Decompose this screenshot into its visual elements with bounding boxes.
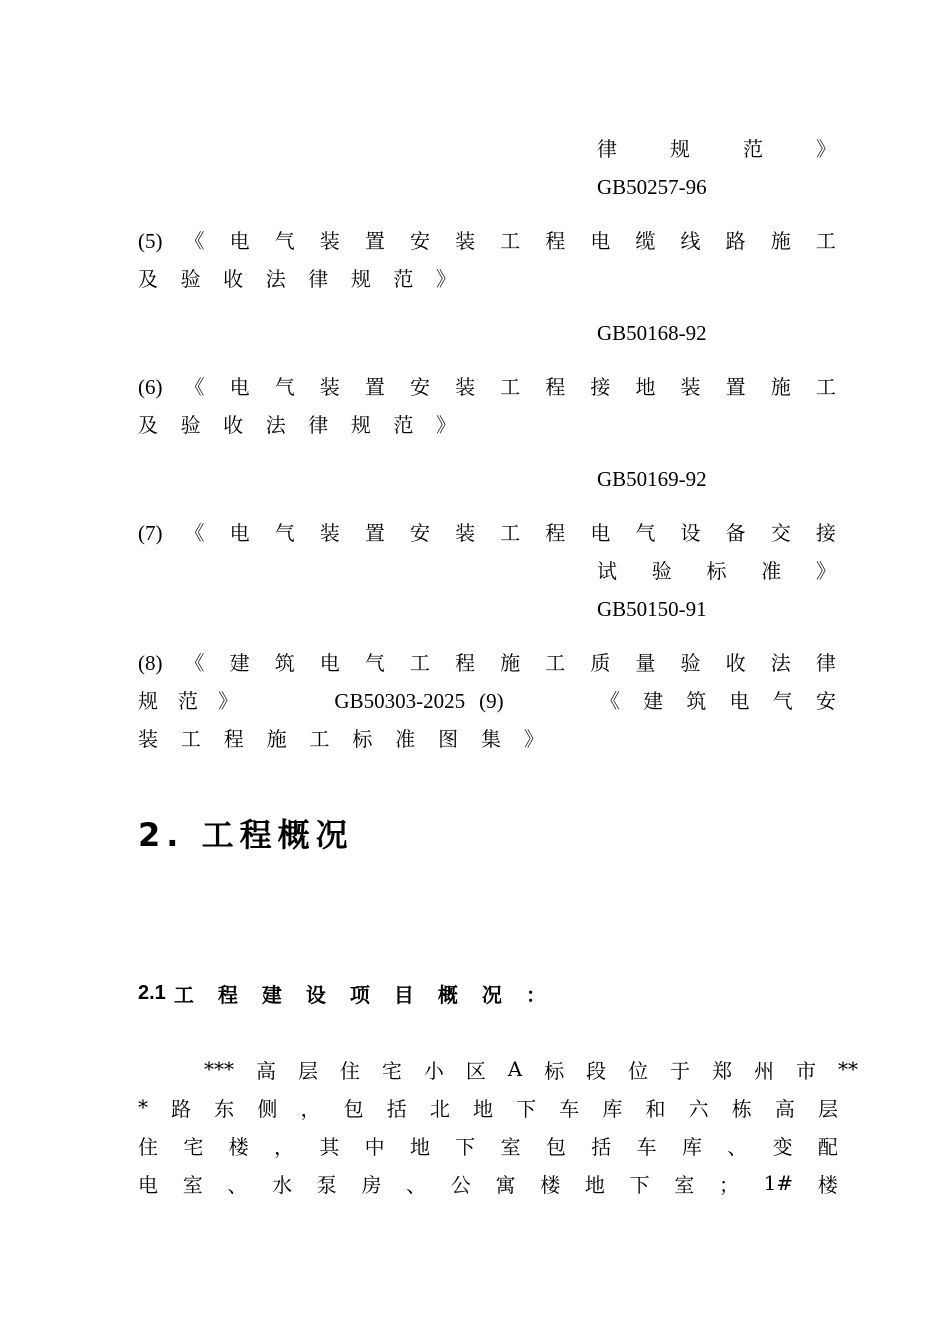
text-glyph: 路 [171, 1096, 192, 1121]
text-glyph: 标 [706, 559, 727, 583]
text-glyph: 收 [223, 267, 244, 291]
text-glyph: 》 [816, 559, 836, 583]
text-glyph: 和 [645, 1096, 666, 1121]
text-glyph: ** [837, 1057, 858, 1081]
text-glyph: 路 [725, 229, 746, 253]
text-glyph: 范 [393, 413, 414, 437]
text-glyph: 栋 [731, 1096, 752, 1121]
text-glyph: 建 [229, 651, 250, 675]
text-glyph: 量 [635, 651, 656, 675]
section-heading: 2. 工程概况 [138, 816, 354, 854]
text-glyph: 装 [319, 521, 340, 545]
subsection-number: 2.1 [138, 981, 166, 1004]
text-glyph: 验 [651, 559, 672, 583]
text-glyph: 小 [423, 1058, 444, 1083]
item-8-line-2 [138, 686, 836, 716]
text-glyph: 室 [674, 1172, 695, 1197]
text-glyph: 电 [729, 689, 750, 713]
text-glyph: 工 [500, 375, 521, 399]
text-glyph: 室 [500, 1134, 521, 1159]
text-glyph: 安 [409, 375, 430, 399]
text-glyph: *** [204, 1057, 234, 1081]
text-glyph: 房 [361, 1172, 382, 1197]
text-glyph: 郑 [712, 1058, 733, 1083]
standard-code: GB50257-96 [597, 175, 707, 199]
text-glyph: 车 [636, 1134, 657, 1159]
text-glyph: 建 [261, 982, 282, 1007]
text-glyph: 试 [597, 559, 617, 583]
text-glyph: 置 [364, 229, 385, 253]
text-glyph: 规 [138, 689, 158, 713]
text-glyph: 验 [680, 651, 701, 675]
text-glyph: 配 [817, 1134, 838, 1159]
text-glyph: 及 [138, 413, 158, 437]
continuation-line [597, 134, 836, 164]
text-glyph: 、 [406, 1172, 427, 1197]
text-glyph: 室 [182, 1172, 203, 1197]
text-glyph: 宅 [183, 1134, 204, 1159]
text-glyph: 楼 [540, 1172, 561, 1197]
text-glyph: 置 [725, 375, 746, 399]
paragraph-line-1 [204, 1054, 858, 1084]
text-glyph: 电 [590, 229, 611, 253]
paragraph-line-4 [138, 1168, 838, 1198]
text-glyph: 州 [754, 1058, 775, 1083]
text-glyph: 概 [437, 982, 458, 1007]
text-glyph: 》 [816, 137, 836, 161]
text-glyph: 标 [352, 727, 373, 751]
text-glyph: 律 [308, 267, 329, 291]
text-glyph: 工 [545, 651, 566, 675]
text-glyph: 安 [409, 229, 430, 253]
text-glyph: 《 [184, 651, 205, 675]
text-glyph: ， [300, 1096, 321, 1121]
text-glyph: 段 [586, 1058, 607, 1083]
text-glyph: 、 [727, 1134, 748, 1159]
text-glyph: 缆 [635, 229, 656, 253]
text-glyph: ： [525, 982, 546, 1007]
text-glyph: 》 [218, 689, 238, 713]
text-glyph: 中 [364, 1134, 385, 1159]
text-glyph: 工 [500, 521, 521, 545]
text-glyph: A [507, 1057, 523, 1081]
text-glyph: 其 [319, 1134, 340, 1159]
text-glyph: 及 [138, 267, 158, 291]
text-glyph: 层 [818, 1096, 838, 1121]
text-glyph: 接 [815, 521, 836, 545]
item-number: (6) [138, 375, 163, 399]
text-glyph: 楼 [817, 1172, 838, 1197]
text-glyph: 设 [305, 982, 326, 1007]
item-5-line-1 [138, 226, 836, 256]
item-9-line-3 [138, 724, 544, 754]
text-glyph: 气 [274, 229, 295, 253]
text-glyph: 公 [450, 1172, 471, 1197]
text-glyph: 六 [688, 1096, 709, 1121]
text-glyph: 集 [481, 727, 501, 751]
text-glyph: 法 [265, 413, 286, 437]
text-glyph: 程 [217, 982, 238, 1007]
text-glyph: 住 [138, 1134, 158, 1159]
text-glyph: 法 [770, 651, 791, 675]
text-glyph: 气 [274, 375, 295, 399]
text-glyph: 工 [309, 727, 330, 751]
text-glyph: 下 [455, 1134, 476, 1159]
text-glyph: 验 [180, 267, 201, 291]
text-glyph: 《 [184, 229, 205, 253]
text-glyph: 筑 [686, 689, 707, 713]
text-glyph: 泵 [316, 1172, 337, 1197]
text-glyph: 》 [435, 267, 456, 291]
text-glyph: 程 [545, 229, 566, 253]
text-glyph: 施 [266, 727, 287, 751]
text-glyph: 装 [680, 375, 701, 399]
text-glyph: 程 [455, 651, 476, 675]
text-glyph: 装 [455, 229, 476, 253]
text-glyph: 置 [364, 375, 385, 399]
text-glyph: 水 [272, 1172, 293, 1197]
text-glyph: 装 [319, 375, 340, 399]
text-glyph: 图 [438, 727, 459, 751]
text-glyph: 装 [455, 375, 476, 399]
item-number: (7) [138, 521, 163, 545]
text-glyph: 地 [409, 1134, 430, 1159]
text-glyph: 工 [409, 651, 430, 675]
text-glyph: * [138, 1095, 148, 1119]
text-glyph: 气 [635, 521, 656, 545]
text-glyph: 东 [214, 1096, 235, 1121]
text-glyph: 标 [544, 1058, 565, 1083]
text-glyph: 电 [229, 521, 250, 545]
item-6-line-2 [138, 410, 456, 440]
text-glyph: 准 [761, 559, 782, 583]
text-glyph: 况 [481, 982, 502, 1007]
text-glyph: 、 [227, 1172, 248, 1197]
text-glyph: 工 [815, 375, 836, 399]
item-number: (5) [138, 229, 163, 253]
text-glyph: 装 [138, 727, 158, 751]
text-glyph: 车 [559, 1096, 580, 1121]
item-number: (8) [138, 651, 163, 675]
text-glyph: 装 [319, 229, 340, 253]
text-glyph: 位 [628, 1058, 649, 1083]
text-glyph: 》 [523, 727, 544, 751]
text-glyph: 变 [772, 1134, 793, 1159]
text-glyph: 《 [599, 689, 620, 713]
text-glyph: 《 [184, 375, 205, 399]
text-glyph: 置 [364, 521, 385, 545]
text-glyph: 范 [393, 267, 414, 291]
text-glyph: 接 [590, 375, 611, 399]
standard-code: GB50168-92 [597, 321, 707, 345]
text-glyph: 线 [680, 229, 701, 253]
text-glyph: 工 [173, 982, 194, 1007]
text-glyph: 区 [465, 1058, 486, 1083]
text-glyph: 质 [590, 651, 611, 675]
text-glyph: 地 [584, 1172, 605, 1197]
item-6-line-1 [138, 372, 836, 402]
text-glyph: 地 [473, 1096, 493, 1121]
text-glyph: ， [273, 1134, 294, 1159]
item-8-line-1 [138, 648, 836, 678]
text-glyph: 电 [138, 1172, 158, 1197]
text-glyph: 括 [591, 1134, 612, 1159]
paragraph-line-3 [138, 1130, 838, 1160]
item-5-line-2 [138, 264, 456, 294]
text-glyph: 下 [629, 1172, 650, 1197]
text-glyph: 工 [815, 229, 836, 253]
text-glyph: 包 [343, 1096, 364, 1121]
text-glyph: 工 [500, 229, 521, 253]
text-glyph: 验 [180, 413, 201, 437]
subsection-heading [138, 978, 546, 1008]
text-glyph: 项 [349, 982, 370, 1007]
text-glyph: 高 [255, 1058, 276, 1083]
text-glyph: 侧 [257, 1096, 278, 1121]
text-glyph: 律 [815, 651, 836, 675]
text-glyph: 程 [545, 521, 566, 545]
text-glyph: 范 [743, 137, 763, 161]
text-glyph: 交 [770, 521, 791, 545]
text-glyph: 高 [774, 1096, 795, 1121]
text-glyph: 规 [670, 137, 690, 161]
standard-code: GB50169-92 [597, 467, 707, 491]
text-glyph: 寓 [495, 1172, 516, 1197]
text-glyph: 收 [725, 651, 746, 675]
text-glyph: 规 [350, 267, 371, 291]
text-glyph: 律 [308, 413, 329, 437]
text-glyph: 包 [545, 1134, 566, 1159]
text-glyph: 电 [319, 651, 340, 675]
text-glyph: 建 [643, 689, 664, 713]
text-glyph: 程 [223, 727, 244, 751]
text-glyph: 气 [274, 521, 295, 545]
text-glyph: 》 [435, 413, 456, 437]
text-glyph: 准 [395, 727, 416, 751]
text-glyph: 备 [725, 521, 746, 545]
text-glyph: 于 [670, 1058, 691, 1083]
text-glyph: 规 [350, 413, 371, 437]
text-glyph: 气 [364, 651, 385, 675]
text-glyph: ； [718, 1172, 739, 1197]
item-7-line-2 [597, 556, 836, 586]
text-glyph: 括 [386, 1096, 407, 1121]
text-glyph: 宅 [381, 1058, 402, 1083]
paragraph-line-2 [138, 1092, 838, 1122]
standard-code: GB50150-91 [597, 597, 707, 621]
text-glyph: 电 [590, 521, 611, 545]
text-glyph: 安 [409, 521, 430, 545]
text-glyph: 装 [455, 521, 476, 545]
text-glyph: 市 [796, 1058, 817, 1083]
text-glyph: 设 [680, 521, 701, 545]
standard-code: GB50303-2025 [334, 689, 466, 713]
item-number: (9) [479, 689, 504, 713]
text-glyph: 程 [545, 375, 566, 399]
text-glyph: 范 [178, 689, 198, 713]
text-glyph: 下 [516, 1096, 537, 1121]
text-glyph: 施 [770, 375, 791, 399]
text-glyph: 电 [229, 375, 250, 399]
text-glyph: 库 [681, 1134, 702, 1159]
text-glyph: 地 [635, 375, 656, 399]
text-glyph: 施 [770, 229, 791, 253]
text-glyph: 施 [500, 651, 521, 675]
text-glyph: 法 [265, 267, 286, 291]
text-glyph: 电 [229, 229, 250, 253]
text-glyph: 气 [772, 689, 793, 713]
text-glyph: 住 [339, 1058, 360, 1083]
text-glyph: 1# [763, 1171, 794, 1195]
text-glyph: 安 [815, 689, 836, 713]
text-glyph: 《 [184, 521, 205, 545]
text-glyph: 律 [597, 137, 617, 161]
text-glyph: 北 [429, 1096, 450, 1121]
text-glyph: 库 [602, 1096, 623, 1121]
text-glyph: 收 [223, 413, 244, 437]
text-glyph: 工 [180, 727, 201, 751]
text-glyph: 目 [393, 982, 414, 1007]
text-glyph: 楼 [228, 1134, 249, 1159]
text-glyph: 筑 [274, 651, 295, 675]
text-glyph: 层 [297, 1058, 318, 1083]
item-7-line-1 [138, 518, 836, 548]
